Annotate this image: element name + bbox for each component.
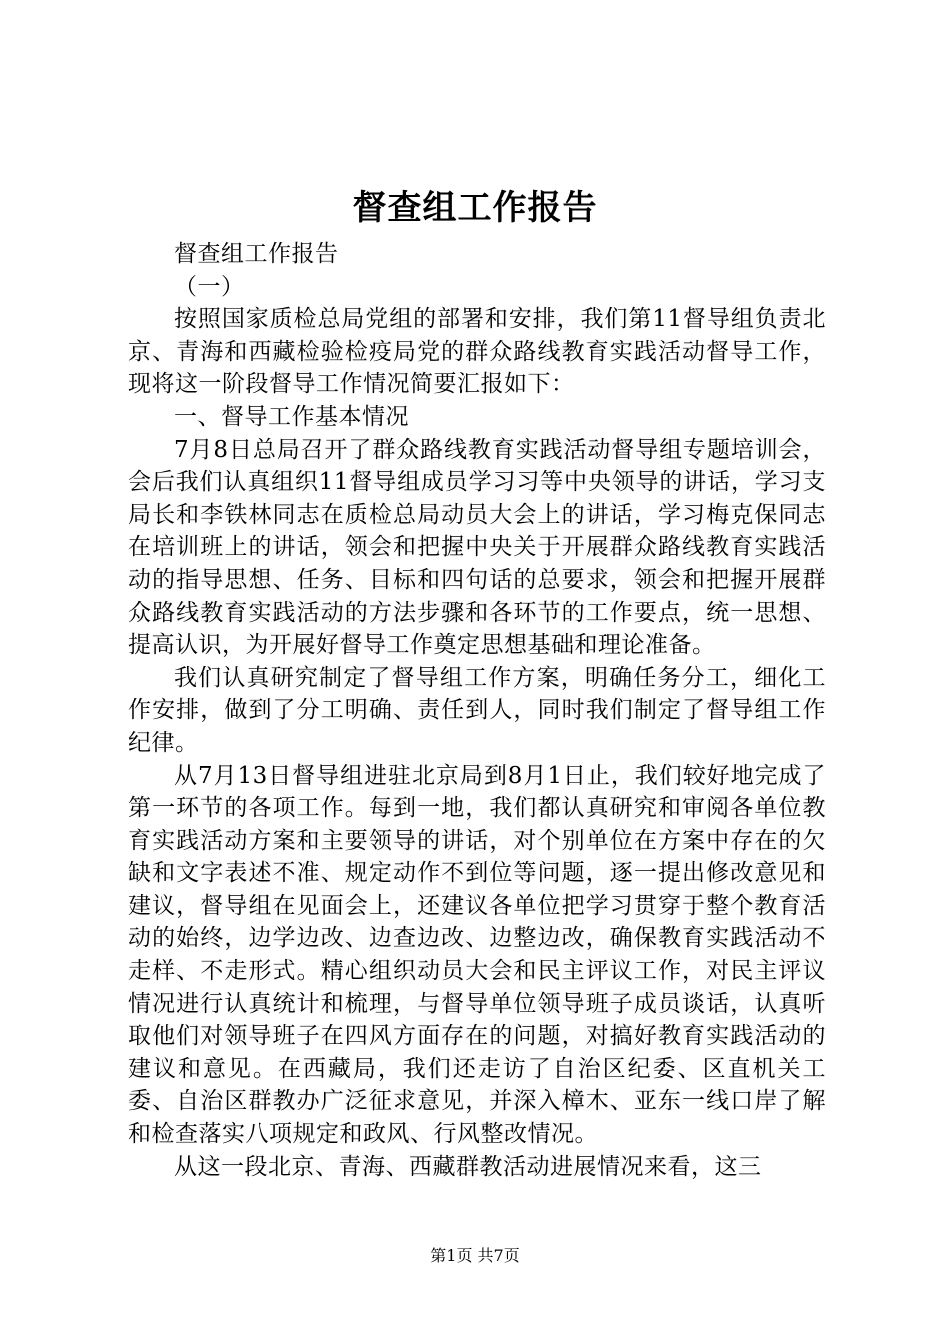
paragraph-section-number: （一）: [174, 273, 245, 300]
paragraph-heading-1: 一、督导工作基本情况: [174, 403, 409, 430]
page-number-footer: 第1页 共7页: [430, 1246, 520, 1265]
document-body: [128, 238, 826, 1183]
paragraph-training: 7月8日总局召开了群众路线教育实践活动督导组专题培训会，会后我们认真组织11督导组成员学习习等中央领导的讲话，学习支局长和李铁林同志在质检总局动员大会上的讲话，学习梅克保同志在培训班上的讲话，领会和把握中央关于开展群众路线教育实践活动的指导思想、任务、目标和四句话的总要求，领会和把握开展群众路线教育实践活动的方法步骤和各环节的工作要点，统一思想、提高认识，为开展好督导工作奠定思想基础和理论准备。: [128, 436, 826, 659]
paragraph-plan: 我们认真研究制定了督导组工作方案，明确任务分工，细化工作安排，做到了分工明确、责任到人，同时我们制定了督导组工作纪律。: [128, 664, 826, 756]
paragraph-summary: 从这一段北京、青海、西藏群教活动进展情况来看，这三: [174, 1153, 762, 1180]
paragraph-intro: 按照国家质检总局党组的部署和安排，我们第11督导组负责北京、青海和西藏检验检疫局党的群众路线教育实践活动督导工作，现将这一阶段督导工作情况简要汇报如下：: [128, 306, 826, 398]
paragraph-subtitle: 督查组工作报告: [174, 241, 339, 267]
document-title: 督查组工作报告: [352, 188, 598, 228]
paragraph-progress: 从7月13日督导组进驻北京局到8月1日止，我们较好地完成了第一环节的各项工作。每到一地，我们都认真研究和审阅各单位教育实践活动方案和主要领导的讲话，对个别单位在方案中存在的欠缺和文字表述不准、规定动作不到位等问题，逐一提出修改意见和建议，督导组在见面会上，还建议各单位把学习贯穿于整个教育活动的始终，边学边改、边查边改、边整边改，确保教育实践活动不走样、不走形式。精心组织动员大会和民主评议工作，对民主评议情况进行认真统计和梳理，与督导单位领导班子成员谈话，认真听取他们对领导班子在四风方面存在的问题，对搞好教育实践活动的建议和意见。在西藏局，我们还走访了自治区纪委、区直机关工委、自治区群教办广泛征求意见，并深入樟木、亚东一线口岸了解和检查落实八项规定和政风、行风整改情况。: [128, 762, 826, 1148]
